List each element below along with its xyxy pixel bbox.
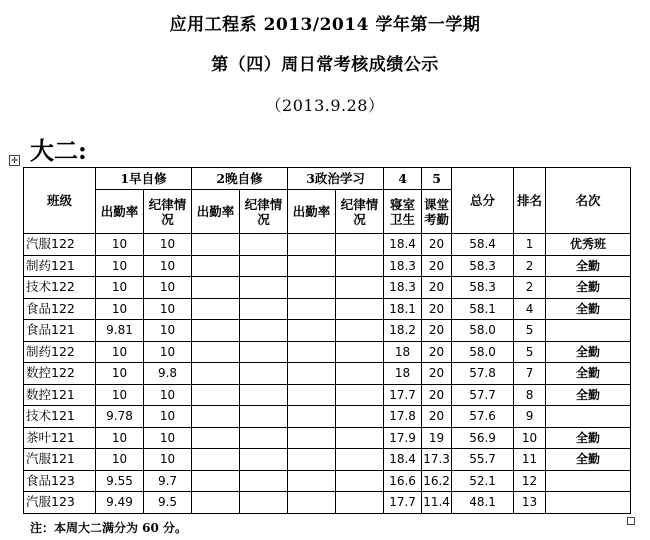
politics-discipline-cell xyxy=(336,384,384,406)
class-cell: 数控121 xyxy=(24,384,96,406)
total-score-cell: 58.0 xyxy=(452,341,514,363)
document-date: （2013.9.28） xyxy=(265,96,385,115)
header-morning-discipline: 纪律情况 xyxy=(144,190,192,234)
rank-cell: 5 xyxy=(514,341,546,363)
evening-discipline-cell xyxy=(240,449,288,471)
document-title: 应用工程系 2013/2014 学年第一学期 xyxy=(169,15,481,35)
class-cell: 汽服123 xyxy=(24,492,96,514)
dorm-score-cell: 18.3 xyxy=(384,277,422,299)
morning-attendance-cell: 10 xyxy=(96,298,144,320)
politics-attendance-cell xyxy=(288,470,336,492)
classroom-attendance-cell: 20 xyxy=(422,406,452,428)
politics-discipline-cell xyxy=(336,492,384,514)
evening-attendance-cell xyxy=(192,298,240,320)
header-dorm-label: 寝室卫生 xyxy=(384,190,422,234)
politics-discipline-cell xyxy=(336,363,384,385)
politics-discipline-cell xyxy=(336,234,384,256)
evening-attendance-cell xyxy=(192,363,240,385)
rank-cell: 2 xyxy=(514,277,546,299)
rank-cell: 10 xyxy=(514,427,546,449)
morning-discipline-cell: 9.5 xyxy=(144,492,192,514)
morning-attendance-cell: 9.78 xyxy=(96,406,144,428)
rank-cell: 12 xyxy=(514,470,546,492)
header-total: 总分 xyxy=(452,168,514,234)
total-score-cell: 58.3 xyxy=(452,277,514,299)
rank-cell: 11 xyxy=(514,449,546,471)
politics-discipline-cell xyxy=(336,341,384,363)
morning-discipline-cell: 10 xyxy=(144,255,192,277)
politics-discipline-cell xyxy=(336,255,384,277)
evening-attendance-cell xyxy=(192,341,240,363)
class-cell: 食品122 xyxy=(24,298,96,320)
morning-attendance-cell: 9.49 xyxy=(96,492,144,514)
header-rank: 排名 xyxy=(514,168,546,234)
header-evening: 2晚自修 xyxy=(192,168,288,190)
ranking-title-cell: 全勤 xyxy=(546,384,631,406)
dorm-score-cell: 17.7 xyxy=(384,492,422,514)
total-score-cell: 57.7 xyxy=(452,384,514,406)
total-score-cell: 58.3 xyxy=(452,255,514,277)
morning-discipline-cell: 10 xyxy=(144,234,192,256)
dorm-score-cell: 18 xyxy=(384,363,422,385)
dorm-score-cell: 18.4 xyxy=(384,449,422,471)
ranking-title-cell: 全勤 xyxy=(546,341,631,363)
table-row xyxy=(24,449,631,471)
classroom-attendance-cell: 20 xyxy=(422,234,452,256)
politics-attendance-cell xyxy=(288,277,336,299)
header-ranking-title: 名次 xyxy=(546,168,631,234)
evening-attendance-cell xyxy=(192,384,240,406)
evening-attendance-cell xyxy=(192,277,240,299)
class-cell: 技术121 xyxy=(24,406,96,428)
header-morning: 1早自修 xyxy=(96,168,192,190)
dorm-score-cell: 18.2 xyxy=(384,320,422,342)
class-cell: 技术122 xyxy=(24,277,96,299)
evening-discipline-cell xyxy=(240,384,288,406)
evening-discipline-cell xyxy=(240,298,288,320)
politics-attendance-cell xyxy=(288,406,336,428)
ranking-title-cell: 全勤 xyxy=(546,363,631,385)
class-cell: 食品121 xyxy=(24,320,96,342)
politics-attendance-cell xyxy=(288,234,336,256)
classroom-attendance-cell: 20 xyxy=(422,341,452,363)
classroom-attendance-cell: 20 xyxy=(422,320,452,342)
table-row xyxy=(24,427,631,449)
evening-attendance-cell xyxy=(192,492,240,514)
evening-discipline-cell xyxy=(240,363,288,385)
politics-discipline-cell xyxy=(336,406,384,428)
document-subtitle: 第（四）周日常考核成绩公示 xyxy=(211,55,439,75)
class-cell: 制药121 xyxy=(24,255,96,277)
class-cell: 数控122 xyxy=(24,363,96,385)
table-row xyxy=(24,255,631,277)
header-dorm-number: 4 xyxy=(384,168,422,190)
evening-discipline-cell xyxy=(240,492,288,514)
table-row xyxy=(24,470,631,492)
table-row xyxy=(24,384,631,406)
ranking-title-cell: 全勤 xyxy=(546,255,631,277)
morning-attendance-cell: 9.55 xyxy=(96,470,144,492)
politics-attendance-cell xyxy=(288,449,336,471)
header-class: 班级 xyxy=(24,168,96,234)
class-cell: 食品123 xyxy=(24,470,96,492)
class-cell: 制药122 xyxy=(24,341,96,363)
class-cell: 汽服122 xyxy=(24,234,96,256)
table-row xyxy=(24,406,631,428)
total-score-cell: 58.1 xyxy=(452,298,514,320)
ranking-title-cell xyxy=(546,492,631,514)
morning-attendance-cell: 10 xyxy=(96,384,144,406)
morning-discipline-cell: 9.7 xyxy=(144,470,192,492)
morning-discipline-cell: 10 xyxy=(144,277,192,299)
classroom-attendance-cell: 20 xyxy=(422,255,452,277)
politics-attendance-cell xyxy=(288,298,336,320)
dorm-score-cell: 17.7 xyxy=(384,384,422,406)
header-evening-attendance: 出勤率 xyxy=(192,190,240,234)
ranking-title-cell xyxy=(546,320,631,342)
politics-discipline-cell xyxy=(336,427,384,449)
politics-attendance-cell xyxy=(288,320,336,342)
dorm-score-cell: 18.4 xyxy=(384,234,422,256)
dorm-score-cell: 18 xyxy=(384,341,422,363)
table-row xyxy=(24,234,631,256)
classroom-attendance-cell: 20 xyxy=(422,384,452,406)
dorm-score-cell: 18.3 xyxy=(384,255,422,277)
evening-attendance-cell xyxy=(192,255,240,277)
header-classroom-label: 课堂考勤 xyxy=(422,190,452,234)
class-cell: 茶叶121 xyxy=(24,427,96,449)
ranking-title-cell: 全勤 xyxy=(546,427,631,449)
evening-attendance-cell xyxy=(192,449,240,471)
politics-attendance-cell xyxy=(288,492,336,514)
rank-cell: 1 xyxy=(514,234,546,256)
politics-discipline-cell xyxy=(336,277,384,299)
scores-table xyxy=(23,167,631,514)
morning-attendance-cell: 10 xyxy=(96,341,144,363)
header-evening-discipline: 纪律情况 xyxy=(240,190,288,234)
morning-discipline-cell: 10 xyxy=(144,320,192,342)
rank-cell: 7 xyxy=(514,363,546,385)
total-score-cell: 52.1 xyxy=(452,470,514,492)
dorm-score-cell: 16.6 xyxy=(384,470,422,492)
total-score-cell: 56.9 xyxy=(452,427,514,449)
header-classroom-number: 5 xyxy=(422,168,452,190)
classroom-attendance-cell: 19 xyxy=(422,427,452,449)
header-politics-discipline: 纪律情况 xyxy=(336,190,384,234)
dorm-score-cell: 18.1 xyxy=(384,298,422,320)
table-row xyxy=(24,277,631,299)
ranking-title-cell: 优秀班 xyxy=(546,234,631,256)
evening-discipline-cell xyxy=(240,234,288,256)
politics-discipline-cell xyxy=(336,449,384,471)
rank-cell: 2 xyxy=(514,255,546,277)
table-row xyxy=(24,363,631,385)
politics-discipline-cell xyxy=(336,470,384,492)
politics-discipline-cell xyxy=(336,320,384,342)
ranking-title-cell: 全勤 xyxy=(546,298,631,320)
total-score-cell: 48.1 xyxy=(452,492,514,514)
rank-cell: 9 xyxy=(514,406,546,428)
morning-discipline-cell: 10 xyxy=(144,427,192,449)
morning-discipline-cell: 10 xyxy=(144,449,192,471)
evening-attendance-cell xyxy=(192,234,240,256)
rank-cell: 4 xyxy=(514,298,546,320)
table-row xyxy=(24,341,631,363)
classroom-attendance-cell: 20 xyxy=(422,277,452,299)
total-score-cell: 57.6 xyxy=(452,406,514,428)
evening-discipline-cell xyxy=(240,406,288,428)
ranking-title-cell: 全勤 xyxy=(546,277,631,299)
morning-attendance-cell: 10 xyxy=(96,427,144,449)
rank-cell: 8 xyxy=(514,384,546,406)
header-politics: 3政治学习 xyxy=(288,168,384,190)
move-cross-icon[interactable]: ✛ xyxy=(9,155,20,166)
dorm-score-cell: 17.8 xyxy=(384,406,422,428)
morning-attendance-cell: 10 xyxy=(96,255,144,277)
morning-discipline-cell: 10 xyxy=(144,406,192,428)
ranking-title-cell: 全勤 xyxy=(546,449,631,471)
classroom-attendance-cell: 16.2 xyxy=(422,470,452,492)
politics-discipline-cell xyxy=(336,298,384,320)
politics-attendance-cell xyxy=(288,384,336,406)
politics-attendance-cell xyxy=(288,255,336,277)
grade-heading: 大二: xyxy=(30,136,87,165)
rank-cell: 13 xyxy=(514,492,546,514)
morning-attendance-cell: 10 xyxy=(96,277,144,299)
morning-attendance-cell: 9.81 xyxy=(96,320,144,342)
evening-discipline-cell xyxy=(240,341,288,363)
footnote: 注：本周大二满分为 60 分。 xyxy=(30,521,188,535)
politics-attendance-cell xyxy=(288,427,336,449)
politics-attendance-cell xyxy=(288,341,336,363)
ranking-title-cell xyxy=(546,406,631,428)
morning-discipline-cell: 10 xyxy=(144,298,192,320)
evening-attendance-cell xyxy=(192,427,240,449)
classroom-attendance-cell: 20 xyxy=(422,298,452,320)
classroom-attendance-cell: 20 xyxy=(422,363,452,385)
total-score-cell: 57.8 xyxy=(452,363,514,385)
classroom-attendance-cell: 11.4 xyxy=(422,492,452,514)
dorm-score-cell: 17.9 xyxy=(384,427,422,449)
evening-discipline-cell xyxy=(240,427,288,449)
evening-attendance-cell xyxy=(192,470,240,492)
table-row xyxy=(24,298,631,320)
header-politics-attendance: 出勤率 xyxy=(288,190,336,234)
evening-discipline-cell xyxy=(240,277,288,299)
morning-attendance-cell: 10 xyxy=(96,234,144,256)
evening-discipline-cell xyxy=(240,470,288,492)
table-row xyxy=(24,320,631,342)
politics-attendance-cell xyxy=(288,363,336,385)
table-row xyxy=(24,492,631,514)
total-score-cell: 55.7 xyxy=(452,449,514,471)
morning-attendance-cell: 10 xyxy=(96,363,144,385)
ranking-title-cell xyxy=(546,470,631,492)
morning-discipline-cell: 10 xyxy=(144,384,192,406)
total-score-cell: 58.0 xyxy=(452,320,514,342)
total-score-cell: 58.4 xyxy=(452,234,514,256)
evening-discipline-cell xyxy=(240,320,288,342)
rank-cell: 5 xyxy=(514,320,546,342)
evening-attendance-cell xyxy=(192,406,240,428)
morning-discipline-cell: 9.8 xyxy=(144,363,192,385)
resize-handle-icon[interactable] xyxy=(627,517,635,525)
morning-discipline-cell: 10 xyxy=(144,341,192,363)
header-morning-attendance: 出勤率 xyxy=(96,190,144,234)
evening-attendance-cell xyxy=(192,320,240,342)
morning-attendance-cell: 10 xyxy=(96,449,144,471)
class-cell: 汽服121 xyxy=(24,449,96,471)
evening-discipline-cell xyxy=(240,255,288,277)
classroom-attendance-cell: 17.3 xyxy=(422,449,452,471)
